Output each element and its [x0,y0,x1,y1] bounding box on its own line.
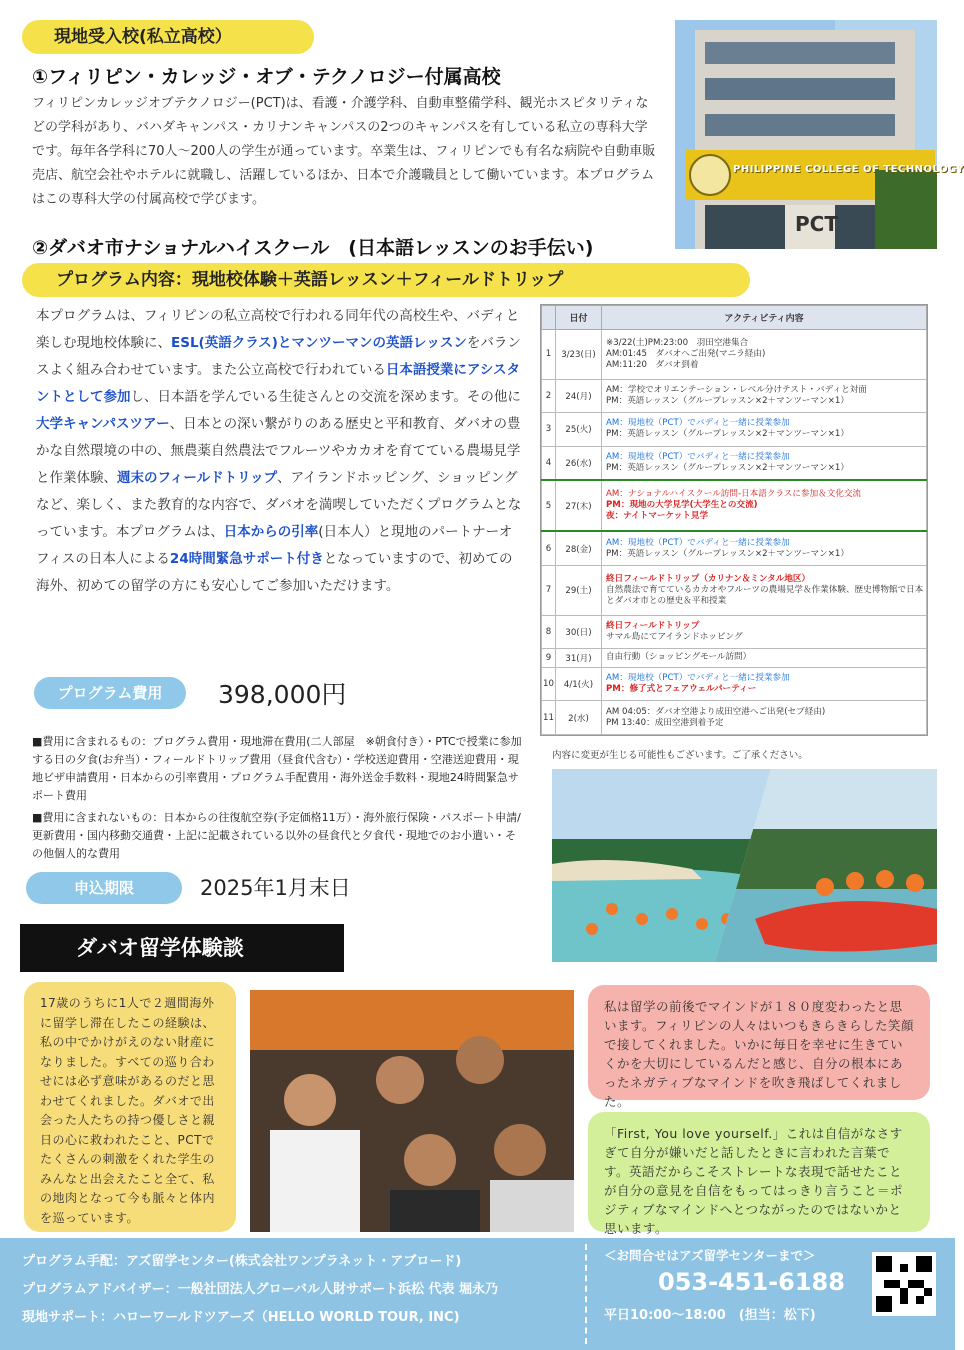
schedule-date: 31(月) [556,649,602,668]
program-highlight: 日本からの引率 [223,524,319,540]
schedule-date: 30(日) [556,615,602,649]
schedule-activity-line: AM：現地校（PCT）でバディと一緒に授業参加 [606,451,790,462]
schedule-day-number: 1 [542,330,556,380]
fee-excluded: ■費用に含まれないもの：日本からの往復航空券(予定価格11万）・海外旅行保険・パスポート申請/更新費用・国内移動交通費・上記に記載されている以外の昼食代と夕食代・現地でのお小遣い・その他個人的な費用 [32,811,521,860]
program-text-segment: (日本人）と現地のパートナーオフィスの日本人による [36,524,513,567]
schedule-row [542,615,927,649]
school1-title: ①フィリピン・カレッジ・オブ・テクノロジー付属高校 [32,66,501,88]
schedule-header-activity: アクティビティ内容 [602,306,927,330]
schedule-activity [602,446,927,480]
schedule-day-number: 10 [542,667,556,701]
schedule-row [542,480,927,531]
schedule-activity-line: AM:11:20 ダバオ到着 [606,359,699,370]
contact-phone[interactable]: 053-451-6188 [658,1268,845,1296]
schedule-row [542,446,927,480]
program-highlight: 大学キャンパスツアー [36,416,170,432]
schedule-row [542,565,927,615]
schedule-activity-line: PM：現地の大学見学(大学生との交流) [606,500,758,511]
schedule-row [542,531,927,565]
deadline-label: 申込期限 [26,872,182,904]
schedule-activity-line: PM：修了式とフェアウェルパーティー [606,684,757,695]
contact-label: ＜お問合せはアズ留学センターまで＞ [604,1248,816,1263]
schedule-row [542,667,927,701]
schedule-activity-line: AM：現地校（PCT）でバディと一緒に授業参加 [606,418,790,429]
footer [0,1238,955,1350]
schedule-table [540,304,928,736]
schedule-date: 25(火) [556,413,602,447]
program-highlight: 日本語授業にアシスタントとして参加 [36,362,520,405]
schedule-activity-line: ※3/22(土)PM:23:00 羽田空港集合 [606,337,749,348]
program-text-segment: 本プログラムは、フィリピンの私立高校で行われる同年代の高校生や、バディと楽しむ現地校体験に、 [36,308,520,351]
schedule-activity-line: 自然農法で育てているカカオやフルーツの農場見学＆作業体験、歴史博物館で日本とダバオ市との歴史＆平和授業 [606,584,924,606]
program-text-segment: 、日本との深い繋がりのある歴史と平和教育、ダバオの豊かな自然環境の中の、無農薬自然農法でフルーツやカカオを育てている農場見学と作業体験、 [36,416,521,486]
program-highlight: 24時間緊急サポート付き [169,551,324,567]
fee-included: ■費用に含まれるもの：プログラム費用・現地滞在費用(二人部屋 ※朝食付き）・PTCで授業に参加する日の夕食(お弁当）・フィールドトリップ費用（昼食代含む）・学校送迎費用・空港送迎費用・現地ビザ申請費用・日本からの引率費用・プログラム手配費用・海外送金手数料・現地24時間緊急サポート費用 [32,735,522,802]
program-text-segment: となっていますので、初めての海外、初めての留学の方にも安心してご参加いただけます。 [36,551,513,594]
school-sign-text: PHILIPPINE COLLEGE OF TECHNOLOGY [733,164,964,175]
schedule-activity-line: AM：学校でオリエンテーション・レベル分けテスト・バディと対面 [606,384,867,395]
footer-local-support: 現地サポート：ハローワールドツアーズ（HELLO WORLD TOUR, INC) [22,1310,460,1325]
schedule-day-number: 7 [542,565,556,615]
schedule-day-number: 8 [542,615,556,649]
schedule-activity-line: PM：英語レッスン（グループレッスン×2＋マンツーマン×1） [606,395,849,406]
contact-hours: 平日10:00～18:00 (担当：松下) [604,1308,816,1323]
testimonial-right-bottom: 「First, You love yourself.」これは自信がなさすぎて自分が嫌いだと話したときに言われた言葉です。英語だからこそストレートな表現で話せたことが自分の意見を自信をもってはっきり言うこと＝ポジティブなマインドへとつながったのではないかと思います。 [588,1112,930,1232]
host-school-badge: 現地受入校(私立高校） [22,20,314,54]
schedule-activity-line: 自由行動（ショッピングモール訪問） [606,652,752,663]
schedule-row [542,413,927,447]
program-text-segment: し、日本語を学んでいる生徒さんとの交流を深めます。その他に [130,389,521,405]
schedule-activity [602,379,927,413]
schedule-activity-line: AM：現地校（PCT）でバディと一緒に授業参加 [606,537,790,548]
schedule-activity-line: PM：英語レッスン（グループレッスン×2＋マンツーマン×1） [606,429,849,440]
schedule-header-num [542,306,556,330]
schedule-activity [602,701,927,735]
program-fee-label: プログラム費用 [34,677,186,709]
testimonial-right-top: 私は留学の前後でマインドが１８０度変わったと思います。フィリピンの人々はいつもきらきらした笑顔で接してくれました。いかに毎日を幸せに生きていくかを大切にしているんだと感じ、自分の根本にあったネガティブなマインドを吹き飛ばしてくれました。 [588,985,930,1100]
schedule-activity-line: 終日フィールドトリップ [606,620,700,631]
schedule-activity-line: PM：英語レッスン（グループレッスン×2＋マンツーマン×1） [606,462,849,473]
schedule-day-number: 4 [542,446,556,480]
schedule-activity [602,480,927,531]
schedule-activity-line: AM：ナショナルハイスクール訪問-日本語クラスに参加＆文化交流 [606,489,862,500]
program-content-badge: プログラム内容：現地校体験＋英語レッスン＋フィールドトリップ [22,263,750,297]
school1-description: フィリピンカレッジオブテクノロジー(PCT)は、看護・介護学科、自動車整備学科、観光ホスピタリティなどの学科があり、バハダキャンパス・カリナンキャンパスの2つのキャンパスを有している私立の専科大学です。毎年各学科に70人～200人の学生が通っています。卒業生は、フィリピンでも有名な病院や自動車販売店、航空会社やホテルに就職し、活躍しているほか、日本で介護職員として働いています。本プログラムはこの専科大学の付属高校で学びます。 [32,96,656,207]
schedule-activity-line: サマル島にてアイランドホッピング [606,631,743,642]
schedule-row [542,330,927,380]
footer-advisor: プログラムアドバイザー：一般社団法人グローバル人財サポート浜松 代表 堀永乃 [22,1282,499,1297]
schedule-activity-line: 終日フィールドトリップ（カリナン＆ミンタル地区） [606,573,811,584]
school2-title: ②ダバオ市ナショナルハイスクール (日本語レッスンのお手伝い) [32,237,594,259]
schedule-activity-line: AM 04:05：ダバオ空港より成田空港へご出発(セブ経由) [606,706,826,717]
schedule-header-row [542,306,927,330]
schedule-row [542,379,927,413]
schedule-day-number: 2 [542,379,556,413]
schedule-row [542,649,927,668]
schedule-activity-line: PM：英語レッスン（グループレッスン×2＋マンツーマン×1） [606,548,849,559]
schedule-activity [602,413,927,447]
program-text-segment: 、アイランドホッピング、ショッピングなど、楽しく、また教育的な内容で、ダバオを満喫していただくプログラムとなっています。本プログラムは、 [36,470,522,540]
school-sign-pct: PCT [795,212,838,236]
testimonial-heading: ダバオ留学体験談 [20,924,344,972]
schedule-activity [602,531,927,565]
schedule-activity [602,330,927,380]
program-highlight: ESL(英語クラス)とマンツーマンの英語レッスン [171,335,467,351]
schedule-date: 29(土) [556,565,602,615]
schedule-activity-line: AM:01:45 ダバオへご出発(マニラ経由) [606,348,766,359]
schedule-header-date: 日付 [556,306,602,330]
program-text-segment: をバランスよく組み合わせています。また公立高校で行われている [36,335,521,378]
school-building-photo [675,20,964,249]
schedule-activity-line: PM 13:40：成田空港到着予定 [606,717,724,728]
schedule-date: 3/23(日) [556,330,602,380]
program-highlight: 週末のフィールドトリップ [117,470,278,486]
schedule-date: 24(月) [556,379,602,413]
schedule-date: 2(水) [556,701,602,735]
testimonial-left: 17歳のうちに1人で２週間海外に留学し滞在したこの経験は、私の中でかけがえのない財産になりました。すべての巡り合わせには必ず意味があるのだと思わせてくれました。ダバオで出会った人たちの持つ優しさと親日の心に救われたこと、PCTでたくさんの刺激をくれた学生のみんなと出会えたこと全て、私の地肉となって今も脈々と体内を巡っています。 [24,982,236,1232]
schedule-day-number: 5 [542,480,556,531]
deadline-date: 2025年1月末日 [200,876,351,900]
schedule-activity [602,565,927,615]
schedule-date: 28(金) [556,531,602,565]
students-group-photo [250,990,574,1232]
program-fee-amount: 398,000円 [218,680,347,709]
schedule-activity [602,649,927,668]
schedule-note: 内容に変更が生じる可能性もございます。ご了承ください。 [552,750,808,761]
schedule-day-number: 11 [542,701,556,735]
schedule-day-number: 3 [542,413,556,447]
schedule-activity-line: 夜：ナイトマーケット見学 [606,511,709,522]
schedule-row [542,701,927,735]
schedule-activity [602,667,927,701]
footer-divider [585,1244,587,1344]
schedule-date: 27(木) [556,480,602,531]
schedule-activity [602,615,927,649]
schedule-date: 26(水) [556,446,602,480]
qr-code[interactable] [872,1252,936,1316]
schedule-date: 4/1(火) [556,667,602,701]
schedule-day-number: 9 [542,649,556,668]
schedule-activity-line: AM：現地校（PCT）でバディと一緒に授業参加 [606,673,790,684]
program-description [36,303,522,600]
footer-arranger: プログラム手配：アズ留学センター(株式会社ワンプラネット・アブロード) [22,1254,462,1269]
schedule-day-number: 6 [542,531,556,565]
